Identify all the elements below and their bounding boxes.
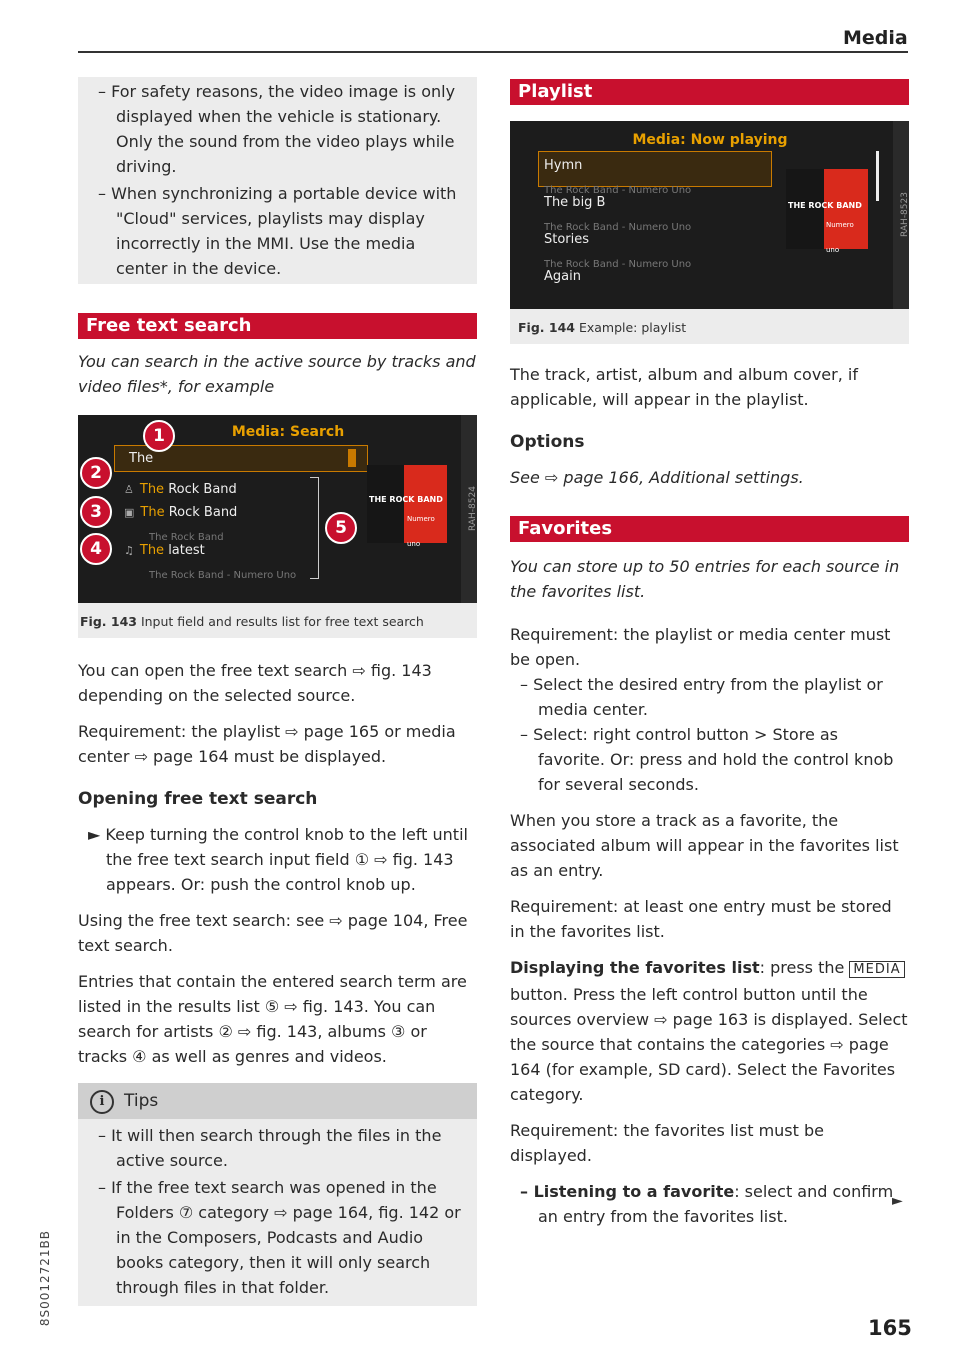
left-column <box>78 77 477 1306</box>
figure-code: RAH-8524 <box>461 415 477 603</box>
search-screen <box>78 415 477 603</box>
paragraph: Requirement: the playlist or media center must be open. <box>510 625 891 669</box>
note-box <box>78 77 477 284</box>
marker-2: 2 <box>80 457 112 489</box>
screen-header: Media: Search <box>231 424 345 440</box>
paragraph: You can open the free text search ⇨ fig. 143 depending on the selected source. <box>78 661 432 705</box>
tip-item: – If the free text search was opened in the Folders ⑦ category ⇨ page 164, fig. 142 or in the Composers, Podcasts and Audio books category, then it will only search through files in that folder. <box>98 1178 461 1297</box>
result-item[interactable]: ♙ The Rock Band <box>124 482 237 497</box>
track-item[interactable]: Again <box>544 269 581 284</box>
album-cover: THE ROCK BAND Numero uno <box>367 465 447 543</box>
marker-4: 4 <box>80 533 112 565</box>
figure-code: RAH-8523 <box>893 121 909 309</box>
marker-5: 5 <box>325 512 357 544</box>
track-item[interactable]: Hymn The Rock Band - Numero Uno <box>544 158 692 196</box>
favorites-intro: You can store up to 50 entries for each source in the favorites list. <box>510 557 900 601</box>
album-cover: THE ROCK BAND Numero uno <box>786 169 868 249</box>
figure-143-caption: Fig. 143 Input field and results list for free text search <box>80 614 424 629</box>
album-icon: ▣ <box>124 506 135 519</box>
scrollbar[interactable] <box>876 151 879 201</box>
paragraph: Requirement: at least one entry must be stored in the favorites list. <box>510 897 892 941</box>
playlist-screen <box>510 121 909 309</box>
tips-box <box>78 1083 477 1306</box>
list-item: – Select: right control button > Store as favorite. Or: press and hold the control knob for several seconds. <box>520 725 894 794</box>
info-icon: i <box>90 1090 114 1114</box>
paragraph: Requirement: the playlist ⇨ page 165 or media center ⇨ page 164 must be displayed. <box>78 722 456 766</box>
paragraph: Requirement: the favorites list must be displayed. <box>510 1121 824 1165</box>
paragraph: Using the free text search: see ⇨ page 104, Free text search. <box>78 911 468 955</box>
input-cursor <box>348 449 356 467</box>
tips-header: i Tips <box>78 1083 477 1119</box>
section-title: Media <box>843 27 908 49</box>
result-item[interactable]: ♫ The latest The Rock Band - Numero Uno <box>124 543 297 581</box>
screen-header: Media: Now playing <box>632 132 788 148</box>
options-heading: Options <box>510 432 585 452</box>
figure-144 <box>510 121 909 344</box>
subheading: Opening free text search <box>78 789 318 809</box>
list-item: – Select the desired entry from the playlist or media center. <box>520 675 883 719</box>
side-code: 8S0012721BB <box>38 1230 52 1327</box>
paragraph: Entries that contain the entered search term are listed in the results list ⑤ ⇨ fig. 143. You can search for artists ② ⇨ fig. 143, albums ③ or tracks ④ as well as genres and videos. <box>78 972 467 1066</box>
continue-icon: ► <box>892 1193 903 1209</box>
tip-item: – It will then search through the files in the active source. <box>98 1126 442 1170</box>
track-item[interactable]: Stories The Rock Band - Numero Uno <box>544 232 692 270</box>
media-key: MEDIA <box>849 961 904 978</box>
note-icon: ♫ <box>124 544 134 557</box>
marker-3: 3 <box>80 496 112 528</box>
listen-item: – Listening to a favorite: select and confirm an entry from the favorites list. <box>520 1182 894 1226</box>
results-list <box>124 477 324 588</box>
display-paragraph: Displaying the favorites list: press the MEDIA button. Press the left control button until the sources overview ⇨ page 163 is displayed. Select the source that contains the categories ⇨ page 164 (for example, SD card). Select the Favorites category. <box>510 958 908 1104</box>
search-input[interactable]: The <box>114 445 368 472</box>
track-item[interactable]: The big B The Rock Band - Numero Uno <box>544 195 692 233</box>
paragraph: See ⇨ page 166, Additional settings. <box>510 468 804 487</box>
note-item: – For safety reasons, the video image is only displayed when the vehicle is stationary. Only the sound from the video plays while driving. <box>98 82 456 176</box>
result-item[interactable]: ▣ The Rock Band The Rock Band <box>124 505 238 543</box>
header-rule <box>78 51 908 53</box>
figure-144-caption: Fig. 144 Example: playlist <box>518 320 687 335</box>
step: ► Keep turning the control knob to the left until the free text search input field ① ⇨ fig. 143 appears. Or: push the control knob up. <box>88 825 468 894</box>
results-bracket <box>310 477 319 579</box>
paragraph: The track, artist, album and album cover, if applicable, will appear in the playlist. <box>510 365 858 409</box>
right-column <box>510 79 909 1240</box>
figure-143 <box>78 415 477 638</box>
marker-1: 1 <box>143 420 175 452</box>
note-item: – When synchronizing a portable device with "Cloud" services, playlists may display incorrectly in the MMI. Use the media center in the device. <box>98 184 457 278</box>
track-list <box>544 153 691 289</box>
favorites-heading: Favorites <box>510 516 909 542</box>
free-text-search-heading: Free text search <box>78 313 477 339</box>
page-number: 165 <box>868 1316 912 1340</box>
free-text-search-intro: You can search in the active source by tracks and video files*, for example <box>78 352 476 396</box>
artist-icon: ♙ <box>124 483 134 496</box>
playlist-heading: Playlist <box>510 79 909 105</box>
paragraph: When you store a track as a favorite, the associated album will appear in the favorites list as an entry. <box>510 811 899 880</box>
